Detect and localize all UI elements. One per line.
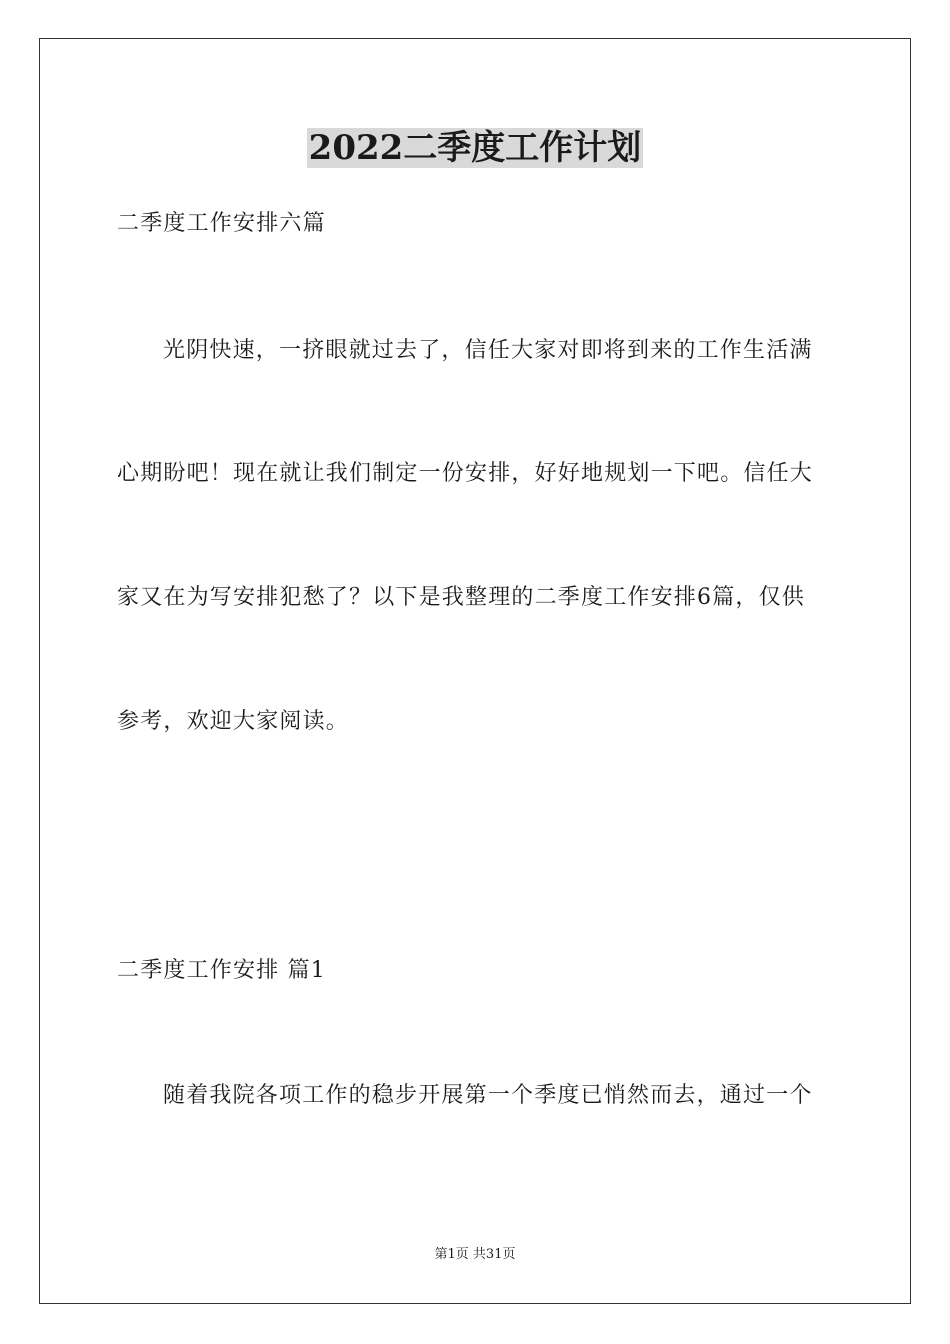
- paragraph-line: 参考，欢迎大家阅读。: [117, 709, 350, 734]
- paragraph-line: 光阴快速，一挤眼就过去了，信任大家对即将到来的工作生活满: [163, 338, 813, 363]
- document-title-text: 2022二季度工作计划: [308, 128, 642, 168]
- document-title: [0, 126, 950, 170]
- page-number: 第1页 共31页: [434, 1247, 516, 1262]
- paragraph-line: 随着我院各项工作的稳步开展第一个季度已悄然而去，通过一个: [163, 1083, 813, 1108]
- paragraph-line: 心期盼吧！现在就让我们制定一份安排，好好地规划一下吧。信任大: [117, 461, 814, 486]
- document-subtitle: 二季度工作安排六篇: [117, 211, 326, 236]
- section-heading: 二季度工作安排 篇1: [117, 958, 326, 983]
- paragraph-line: 家又在为写安排犯愁了？以下是我整理的二季度工作安排6篇，仅供: [117, 585, 805, 610]
